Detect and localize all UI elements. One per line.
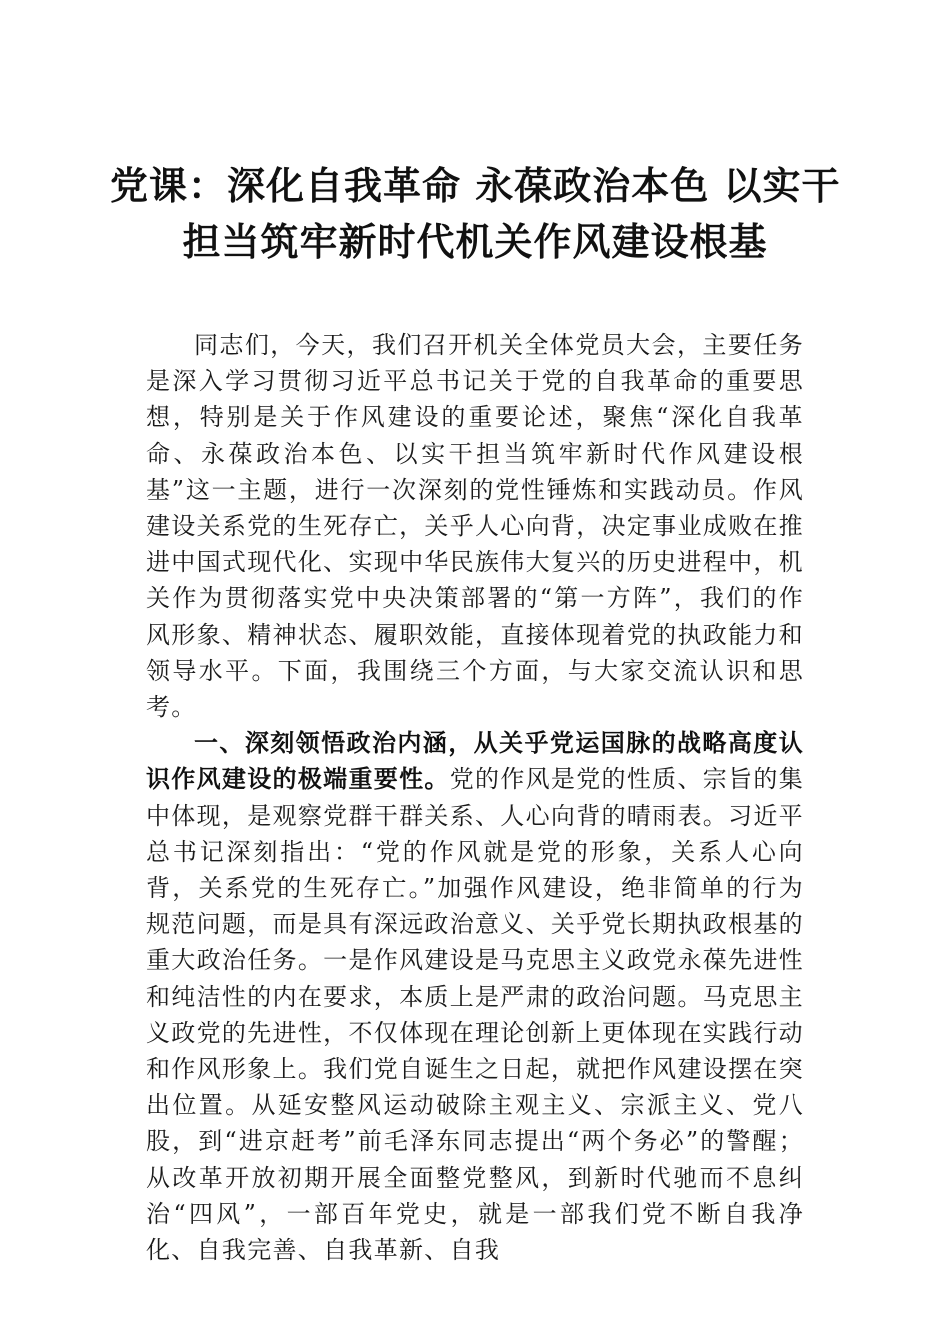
section-1-heading: 一、深刻领悟政治内涵，从关乎党运国脉的战略高度认识作风建设的极端重要性。 (146, 729, 804, 794)
document-title (110, 158, 840, 270)
intro-paragraph: 同志们，今天，我们召开机关全体党员大会，主要任务是深入学习贯彻习近平总书记关于党的自我革命的重要思想，特别是关于作风建设的重要论述，聚焦“深化自我革命、永葆政治本色、以实干担当筑牢新时代作风建设根基”这一主题，进行一次深刻的党性锤炼和实践动员。作风建设关系党的生死存亡，关乎人心向背，决定事业成败在推进中国式现代化、实现中华民族伟大复兴的历史进程中，机关作为贯彻落实党中央决策部署的“第一方阵”，我们的作风形象、精神状态、履职效能，直接体现着党的执政能力和领导水平。下面，我围绕三个方面，与大家交流认识和思考。 (146, 331, 804, 722)
section-1-paragraph (146, 725, 804, 1268)
title-line-2: 担当筑牢新时代机关作风建设根基 (182, 219, 768, 264)
section-1-body: 党的作风是党的性质、宗旨的集中体现，是观察党群干群关系、人心向背的晴雨表。习近平总书记深刻指出：“党的作风就是党的形象，关系人心向背，关系党的生死存亡。”加强作风建设，绝非简单的行为规范问题，而是具有深远政治意义、关乎党长期执政根基的重大政治任务。一是作风建设是马克思主义政党永葆先进性和纯洁性的内在要求，本质上是严肃的政治问题。马克思主义政党的先进性，不仅体现在理论创新上更体现在实践行动和作风形象上。我们党自诞生之日起，就把作风建设摆在突出位置。从延安整风运动破除主观主义、宗派主义、党八股，到“进京赶考”前毛泽东同志提出“两个务必”的警醒；从改革开放初期开展全面整党整风，到新时代驰而不息纠治“四风”，一部百年党史，就是一部我们党不断自我净化、自我完善、自我革新、自我 (146, 765, 804, 1265)
title-line-1: 党课：深化自我革命 永葆政治本色 以实干 (110, 163, 841, 208)
document-body (146, 327, 804, 1268)
